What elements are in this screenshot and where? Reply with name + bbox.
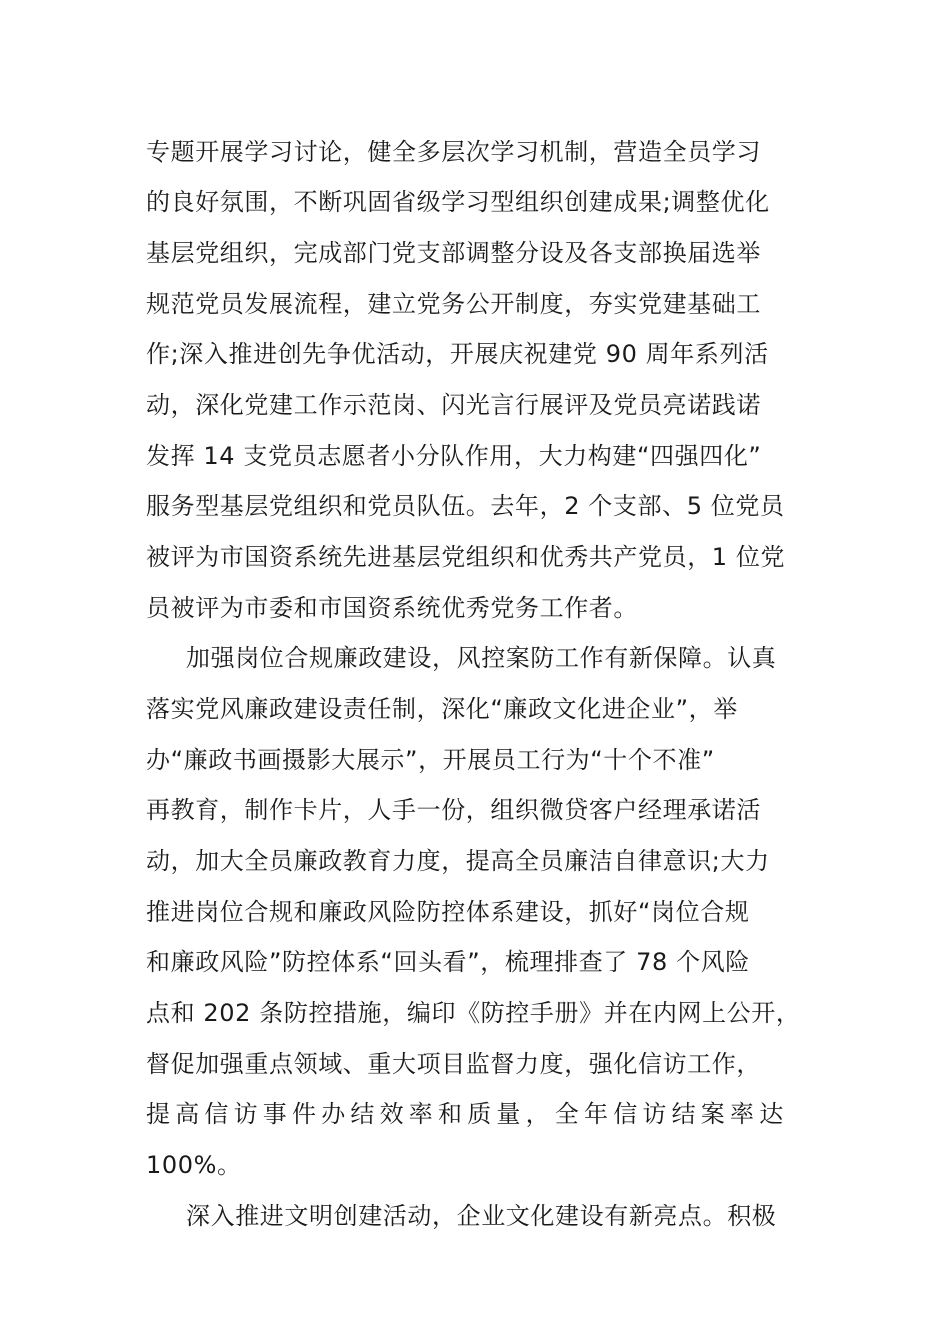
text-line: 的良好氛围，不断巩固省级学习型组织创建成果;调整优化 <box>146 188 770 216</box>
text-line: 推进岗位合规和廉政风险防控体系建设，抓好“岗位合规 <box>146 898 750 926</box>
text-line: 100%。 <box>146 1151 242 1179</box>
text-line: 专题开展学习讨论，健全多层次学习机制，营造全员学习 <box>146 138 761 166</box>
text-line: 点和 202 条防控措施，编印《防控手册》并在内网上公开， <box>146 999 801 1027</box>
text-line: 督促加强重点领域、重大项目监督力度，强化信访工作， <box>146 1050 761 1078</box>
text-line: 再教育，制作卡片，人手一份，组织微贷客户经理承诺活 <box>146 796 761 824</box>
text-line: 落实党风廉政建设责任制，深化“廉政文化进企业”，举 <box>146 695 738 723</box>
text-line: 办“廉政书画摄影大展示”，开展员工行为“十个不准” <box>146 746 715 774</box>
paragraph-start-line: 加强岗位合规廉政建设，风控案防工作有新保障。认真 <box>186 644 777 672</box>
text-line: 员被评为市委和市国资系统优秀党务工作者。 <box>146 594 638 622</box>
text-line: 被评为市国资系统先进基层党组织和优秀共产党员，1 位党 <box>146 543 786 571</box>
text-line: 规范党员发展流程，建立党务公开制度，夯实党建基础工 <box>146 290 761 318</box>
text-line: 动，深化党建工作示范岗、闪光言行展评及党员亮诺践诺 <box>146 391 761 419</box>
paragraph-start-line: 深入推进文明创建活动，企业文化建设有新亮点。积极 <box>186 1202 777 1230</box>
text-line: 发挥 14 支党员志愿者小分队作用，大力构建“四强四化” <box>146 442 762 470</box>
text-line: 动，加大全员廉政教育力度，提高全员廉洁自律意识;大力 <box>146 847 770 875</box>
text-line: 和廉政风险”防控体系“回头看”，梳理排查了 78 个风险 <box>146 948 750 976</box>
text-line: 作;深入推进创先争优活动，开展庆祝建党 90 周年系列活 <box>146 340 769 368</box>
text-line: 服务型基层党组织和党员队伍。去年，2 个支部、5 位党员 <box>146 492 785 520</box>
text-line: 基层党组织，完成部门党支部调整分设及各支部换届选举 <box>146 239 761 267</box>
text-line: 提高信访事件办结效率和质量，全年信访结案率达 <box>146 1100 789 1128</box>
